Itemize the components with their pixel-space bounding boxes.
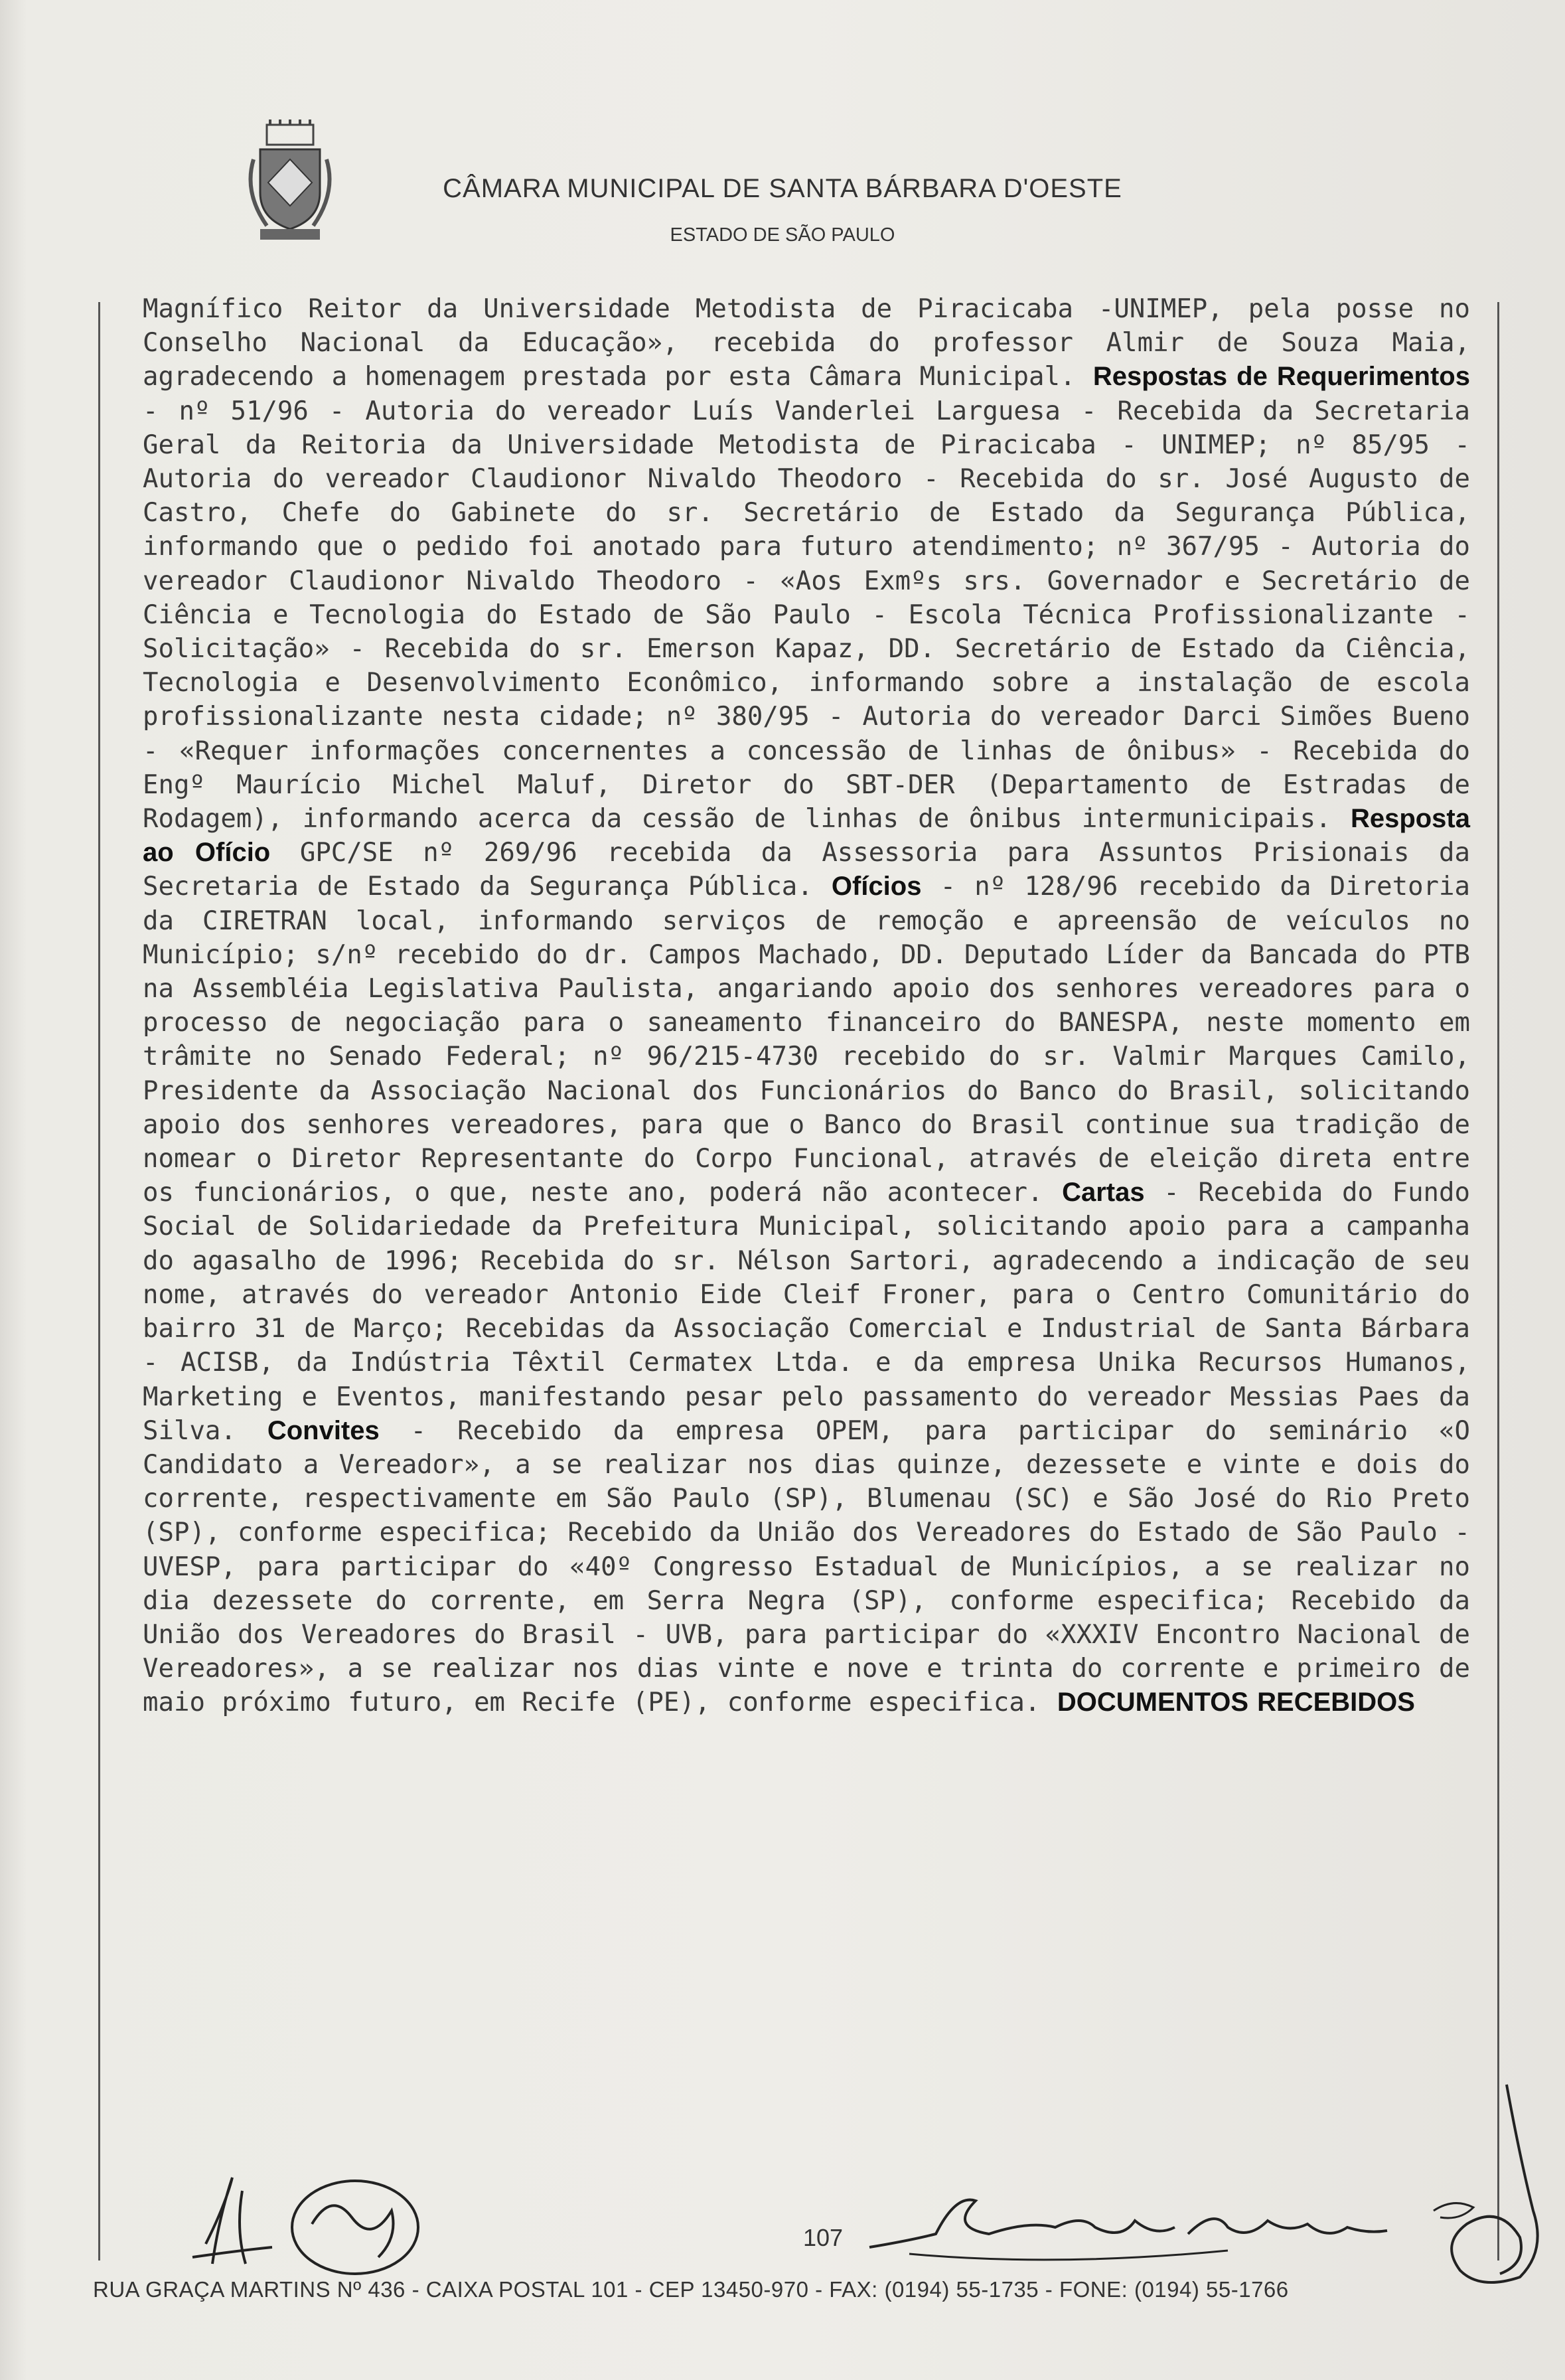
body-text-3: GPC/SE nº 269/96 recebida da Assessoria para Assuntos Prisionais da Secretaria de Estado da Segurança Pública. — [143, 838, 1470, 902]
footer-address: RUA GRAÇA MARTINS Nº 436 - CAIXA POSTAL 101 - CEP 13450-970 - FAX: (0194) 55-1735 - FONE: (0194) 55-1766 — [93, 2277, 1289, 2302]
body-text-5: - Recebida do Fundo Social de Solidariedade da Prefeitura Municipal, solicitando apoio para a campanha do agasalho de 1996; Recebida do sr. Nélson Sartori, agradecendo a indicação de seu nome, através do vereador Antonio Eide Cleif Froner, para o Centro Comunitário do bairro 31 de Março; Recebidas da Associação Comercial e Industrial de Santa Bárbara - ACISB, da Indústria Têxtil Cermatex Ltda. e da empresa Unika Recursos Humanos, Marketing e Eventos, manifestando pesar pelo passamento do vereador Messias Paes da Silva. — [143, 1178, 1470, 1446]
header-subtitle: ESTADO DE SÃO PAULO — [670, 224, 895, 246]
minutes-body — [143, 292, 1470, 1720]
heading-respostas-requerimentos: Respostas de Requerimentos — [1092, 362, 1470, 392]
page-number: 107 — [803, 2224, 844, 2251]
body-text-1: Magnífico Reitor da Universidade Metodista de Piracicaba -UNIMEP, pela posse no Conselho Nacional da Educação», recebida do professor Almir de Souza Maia, agradecendo a homenagem prestada por esta Câmara Municipal. — [143, 294, 1470, 392]
signature-middle — [856, 2181, 1407, 2274]
body-text-6: - Recebido da empresa OPEM, para participar do seminário «O Candidato a Vereador», a se realizar nos dias quinze, dezessete e vinte e dois do corrente, respectivamente em São Paulo (SP), Blumenau (SC) e São José do Rio Preto (SP), conforme especifica; Recebido da União dos Vereadores do Estado de São Paulo - UVESP, para participar do «40º Congresso Estadual de Municípios, a se realizar no dia dezessete do corrente, em Serra Negra (SP), conforme especifica; Recebido da União dos Vereadores do Brasil - UVB, para participar do «XXXIV Encontro Nacional de Vereadores», a se realizar nos dias vinte e nove e trinta do corrente e primeiro de maio próximo futuro, em Recife (PE), conforme especifica. — [143, 1415, 1470, 1718]
heading-resposta-oficio: Resposta ao Ofício — [143, 804, 1470, 868]
heading-oficios: Ofícios — [831, 872, 922, 902]
signature-right — [1407, 2078, 1560, 2290]
heading-convites: Convites — [267, 1415, 380, 1445]
header-title: CÂMARA MUNICIPAL DE SANTA BÁRBARA D'OESTE — [443, 174, 1122, 203]
body-text-4: - nº 128/96 recebido da Diretoria da CIRETRAN local, informando serviços de remoção e apreensão de veículos no Município; s/nº recebido do dr. Campos Machado, DD. Deputado Líder da Bancada do PTB na Assembléia Legislativa Paulista, angariando apoio dos senhores vereadores para o processo de negociação para o saneamento financeiro do BANESPA, neste momento em trâmite no Senado Federal; nº 96/215-4730 recebido do sr. Valmir Marques Camilo, Presidente da Associação Nacional dos Funcionários do Banco do Brasil, solicitando apoio dos senhores vereadores, para que o Banco do Brasil continue sua tradição de nomear o Diretor Representante do Corpo Funcional, através de eleição direta entre os funcionários, o que, neste ano, poderá não acontecer. — [143, 872, 1470, 1208]
body-text-2: - nº 51/96 - Autoria do vereador Luís Vanderlei Larguesa - Recebida da Secretaria Geral da Reitoria da Universidade Metodista de Piracicaba - UNIMEP; nº 85/95 - Autoria do vereador Claudionor Nivaldo Theodoro - Recebida do sr. José Augusto de Castro, Chefe do Gabinete do sr. Secretário de Estado da Segurança Pública, informando que o pedido foi anotado para futuro atendimento; nº 367/95 - Autoria do vereador Claudionor Nivaldo Theodoro - «Aos Exmºs srs. Governador e Secretário de Ciência e Tecnologia do Estado de São Paulo - Escola Técnica Profissionalizante - Solicitação» - Recebida do sr. Emerson Kapaz, DD. Secretário de Estado da Ciência, Tecnologia e Desenvolvimento Econômico, informando sobre a instalação de escola profissionalizante nesta cidade; nº 380/95 - Autoria do vereador Darci Simões Bueno - «Requer informações concernentes a concessão de linhas de ônibus» - Recebida do Engº Maurício Michel Maluf, Diretor do SBT-DER (Departamento de Estradas de Rodagem), informando acerca da cessão de linhas de ônibus intermunicipais. — [143, 396, 1470, 834]
signature-left — [179, 2164, 465, 2284]
right-margin-rule — [1497, 302, 1499, 2261]
heading-documentos-recebidos: DOCUMENTOS RECEBIDOS — [1057, 1688, 1415, 1717]
heading-cartas: Cartas — [1062, 1178, 1145, 1208]
left-margin-rule — [98, 302, 100, 2261]
